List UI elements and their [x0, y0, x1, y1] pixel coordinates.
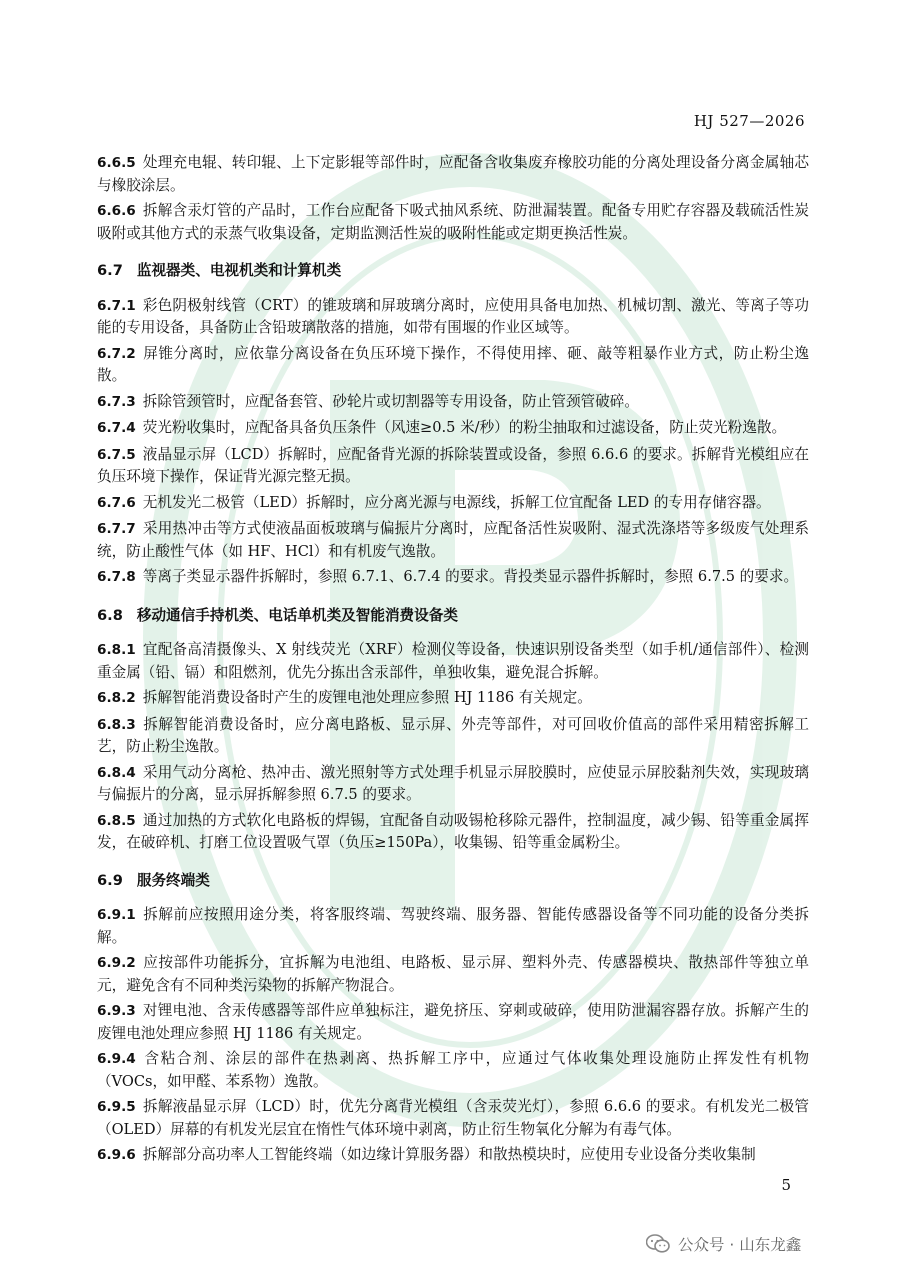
clause-paragraph: [97, 952, 809, 996]
clause-text: 拆解部分高功率人工智能终端（如边缘计算服务器）和散热模块时，应使用专业设备分类收集制: [142, 1146, 756, 1163]
clause-paragraph: [97, 417, 809, 440]
clause-number: 6.8.4: [97, 764, 136, 781]
document-code: HJ 527—2026: [693, 112, 805, 130]
clause-paragraph: [97, 492, 809, 515]
wechat-label: 公众号 · 山东龙鑫: [678, 1236, 802, 1254]
clause-text: 彩色阴极射线管（CRT）的锥玻璃和屏玻璃分离时，应使用具备电加热、机械切割、激光、等离子等功能的专用设备，具备防止含铅玻璃散落的措施，如带有围堰的作业区域等。: [97, 296, 809, 336]
clause-text: 屏锥分离时，应依靠分离设备在负压环境下操作，不得使用摔、砸、敲等粗暴作业方式，防止粉尘逸散。: [97, 344, 809, 384]
clause-paragraph: [97, 343, 809, 387]
clause-paragraph: [97, 762, 809, 806]
section-heading: [97, 605, 809, 627]
clause-text: 拆除管颈管时，应配备套管、砂轮片或切割器等专用设备，防止管颈管破碎。: [142, 392, 639, 410]
clause-number: 6.8.2: [97, 690, 136, 706]
clause-number: 6.9.4: [97, 1051, 136, 1067]
clause-paragraph: [97, 444, 809, 488]
wechat-icon: [646, 1234, 670, 1254]
clause-paragraph: [97, 152, 809, 196]
clause-paragraph: [97, 566, 809, 589]
clause-text: 拆解智能消费设备时，应分离电路板、显示屏、外壳等部件，对可回收价值高的部件采用精密拆解工艺，防止粉尘逸散。: [97, 715, 809, 755]
clause-text: 拆解前应按照用途分类，将客服终端、驾驶终端、服务器、智能传感器设备等不同功能的设备分类拆解。: [97, 906, 809, 946]
clause-number: 6.7.3: [97, 393, 136, 410]
clause-paragraph: [97, 1000, 809, 1044]
clause-number: 6.7.2: [97, 345, 136, 362]
section-heading: [97, 260, 809, 282]
clause-text: 拆解智能消费设备时产生的废锂电池处理应参照 HJ 1186 有关规定。: [142, 689, 592, 706]
clause-text: 处理充电辊、转印辊、上下定影辊等部件时，应配备含收集废弃橡胶功能的分离处理设备分离金属轴芯与橡胶涂层。: [97, 154, 809, 194]
clause-paragraph: [97, 1144, 809, 1167]
page-number: 5: [781, 1176, 791, 1194]
section-title: 服务终端类: [136, 871, 210, 889]
clause-paragraph: [97, 295, 809, 339]
section-title: 监视器类、电视机类和计算机类: [136, 262, 342, 279]
clause-paragraph: [97, 687, 809, 710]
clause-text: 采用气动分离枪、热冲击、激光照射等方式处理手机显示屏胶膜时，应使显示屏胶黏剂失效，实现玻璃与偏振片的分离，显示屏拆解参照 6.7.5 的要求。: [97, 763, 809, 803]
clause-paragraph: [97, 639, 809, 683]
clause-text: 无机发光二极管（LED）拆解时，应分离光源与电源线，拆解工位宜配备 LED 的专用存储容器。: [142, 493, 771, 511]
clause-text: 应按部件功能拆分，宜拆解为电池组、电路板、显示屏、塑料外壳、传感器模块、散热部件等独立单元，避免含有不同种类污染物的拆解产物混合。: [97, 954, 809, 994]
clause-number: 6.7.4: [97, 420, 136, 436]
section-number: 6.7: [97, 262, 123, 279]
clause-number: 6.9.6: [97, 1147, 136, 1163]
clause-number: 6.9.2: [97, 955, 136, 971]
clause-text: 对锂电池、含汞传感器等部件应单独标注，避免挤压、穿刺或破碎，使用防泄漏容器存放。拆解产生的废锂电池处理应参照 HJ 1186 有关规定。: [97, 1002, 809, 1042]
clause-paragraph: [97, 810, 809, 854]
clause-number: 6.7.6: [97, 494, 136, 511]
clause-text: 拆解含汞灯管的产品时，工作台应配备下吸式抽风系统、防泄漏装置。配备专用贮存容器及载硫活性炭吸附或其他方式的汞蒸气收集设备，定期监测活性炭的吸附性能或定期更换活性炭。: [97, 202, 809, 242]
clause-paragraph: [97, 904, 809, 948]
clause-number: 6.7.5: [97, 446, 136, 463]
clause-text: 拆解液晶显示屏（LCD）时，优先分离背光模组（含汞荧光灯），参照 6.6.6 的要求。有机发光二极管（OLED）屏幕的有机发光层宜在惰性气体环境中剥离，防止衍生物氧化分解为有毒气体。: [97, 1098, 809, 1138]
clause-number: 6.8.1: [97, 642, 136, 658]
section-number: 6.8: [97, 606, 123, 624]
clause-number: 6.7.1: [97, 297, 136, 314]
clause-number: 6.7.8: [97, 569, 136, 585]
clause-number: 6.7.7: [97, 521, 136, 537]
section-number: 6.9: [97, 871, 123, 889]
document-body: [97, 152, 809, 1171]
clause-number: 6.8.3: [97, 716, 136, 733]
clause-text: 宜配备高清摄像头、X 射线荧光（XRF）检测仪等设备，快速识别设备类型（如手机/通信部件）、检测重金属（铅、镉）和阻燃剂，优先分拣出含汞部件，单独收集，避免混合拆解。: [97, 641, 809, 681]
clause-paragraph: [97, 714, 809, 758]
clause-number: 6.6.6: [97, 203, 136, 219]
clause-paragraph: [97, 391, 809, 414]
clause-text: 采用热冲击等方式使液晶面板玻璃与偏振片分离时，应配备活性炭吸附、湿式洗涤塔等多级废气处理系统，防止酸性气体（如 HF、HCl）和有机废气逸散。: [97, 520, 809, 560]
clause-text: 通过加热的方式软化电路板的焊锡，宜配备自动吸锡枪移除元器件，控制温度，减少锡、铅等重金属挥发，在破碎机、打磨工位设置吸气罩（负压≥150Pa），收集锡、铅等重金属粉尘。: [97, 811, 809, 851]
clause-text: 液晶显示屏（LCD）拆解时，应配备背光源的拆除装置或设备，参照 6.6.6 的要求。拆解背光模组应在负压环境下操作，保证背光源完整无损。: [97, 445, 809, 485]
clause-text: 荧光粉收集时，应配备具备负压条件（风速≥0.5 米/秒）的粉尘抽取和过滤设备，防止荧光粉逸散。: [142, 419, 787, 436]
clause-number: 6.9.5: [97, 1099, 136, 1115]
clause-paragraph: [97, 518, 809, 562]
clause-paragraph: [97, 1048, 809, 1092]
clause-number: 6.6.5: [97, 155, 136, 171]
clause-paragraph: [97, 200, 809, 244]
clause-number: 6.9.1: [97, 907, 136, 923]
section-heading: [97, 870, 809, 892]
clause-text: 含粘合剂、涂层的部件在热剥离、热拆解工序中，应通过气体收集处理设施防止挥发性有机物（VOCs，如甲醛、苯系物）逸散。: [97, 1050, 809, 1090]
clause-number: 6.8.5: [97, 812, 136, 829]
wechat-watermark: [646, 1233, 801, 1255]
clause-paragraph: [97, 1096, 809, 1140]
section-title: 移动通信手持机类、电话单机类及智能消费设备类: [136, 606, 458, 624]
clause-text: 等离子类显示器件拆解时，参照 6.7.1、6.7.4 的要求。背投类显示器件拆解时，参照 6.7.5 的要求。: [142, 568, 799, 585]
clause-number: 6.9.3: [97, 1003, 136, 1019]
